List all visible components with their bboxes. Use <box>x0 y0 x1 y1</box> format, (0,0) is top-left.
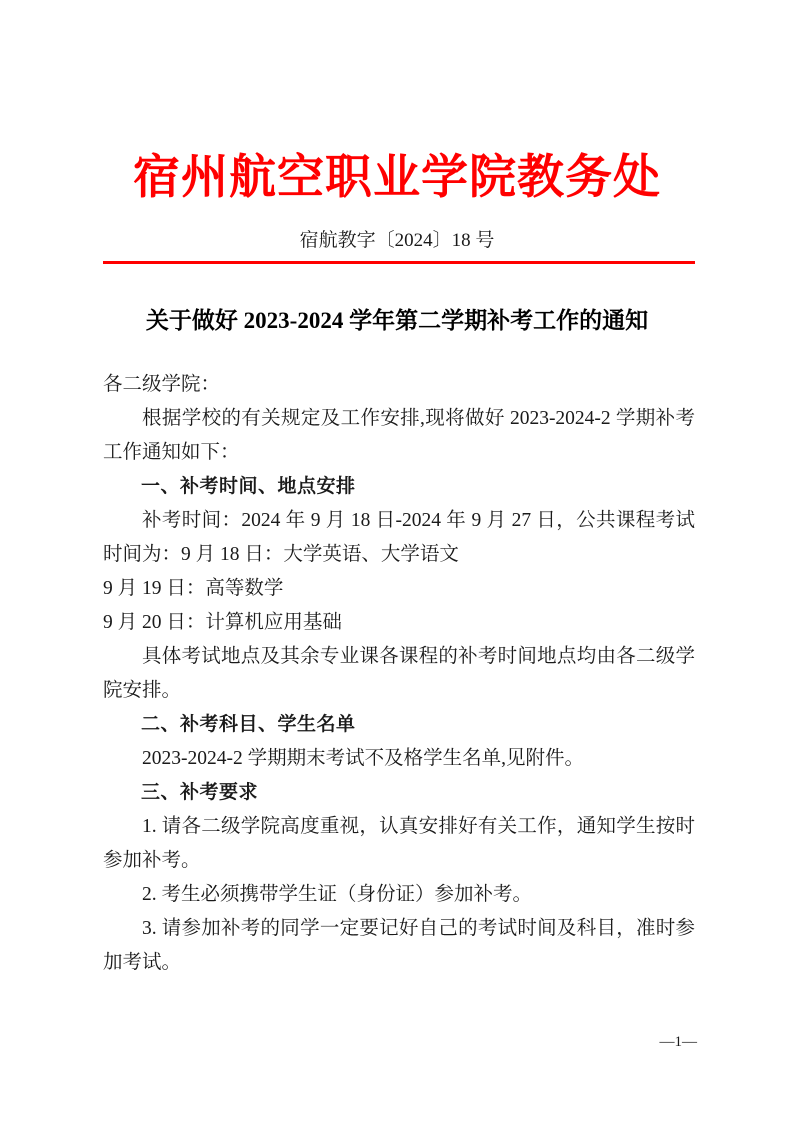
body-paragraph: 1. 请各二级学院高度重视，认真安排好有关工作，通知学生按时参加补考。 <box>103 816 695 871</box>
body-paragraph: 3. 请参加补考的同学一定要记好自己的考试时间及科目，准时参加考试。 <box>103 918 695 973</box>
body-paragraph: 2. 考生必须携带学生证（身份证）参加补考。 <box>142 884 533 905</box>
page-number: —1— <box>659 1034 697 1050</box>
section-heading-3: 三、补考要求 <box>141 782 259 803</box>
body-paragraph: 根据学校的有关规定及工作安排,现将做好 2023-2024-2 学期补考工作通知如下： <box>103 408 695 463</box>
header-divider-line <box>103 261 695 264</box>
notice-body <box>103 368 695 980</box>
org-header-title: 宿州航空职业学院教务处 <box>133 152 661 204</box>
salutation: 各二级学院： <box>103 374 221 395</box>
body-paragraph: 补考时间：2024 年 9 月 18 日-2024 年 9 月 27 日，公共课程考试时间为：9 月 18 日：大学英语、大学语文 <box>103 510 695 565</box>
section-heading-1: 一、补考时间、地点安排 <box>141 476 356 497</box>
body-paragraph: 9 月 20 日：计算机应用基础 <box>103 612 342 633</box>
body-paragraph: 2023-2024-2 学期期末考试不及格学生名单,见附件。 <box>142 748 584 769</box>
section-heading-2: 二、补考科目、学生名单 <box>141 714 356 735</box>
body-paragraph: 具体考试地点及其余专业课各课程的补考时间地点均由各二级学院安排。 <box>103 646 695 701</box>
doc-number: 宿航教字〔2024〕18 号 <box>299 230 495 251</box>
body-paragraph: 9 月 19 日：高等数学 <box>103 578 284 599</box>
notice-title: 关于做好 2023-2024 学年第二学期补考工作的通知 <box>145 308 649 333</box>
